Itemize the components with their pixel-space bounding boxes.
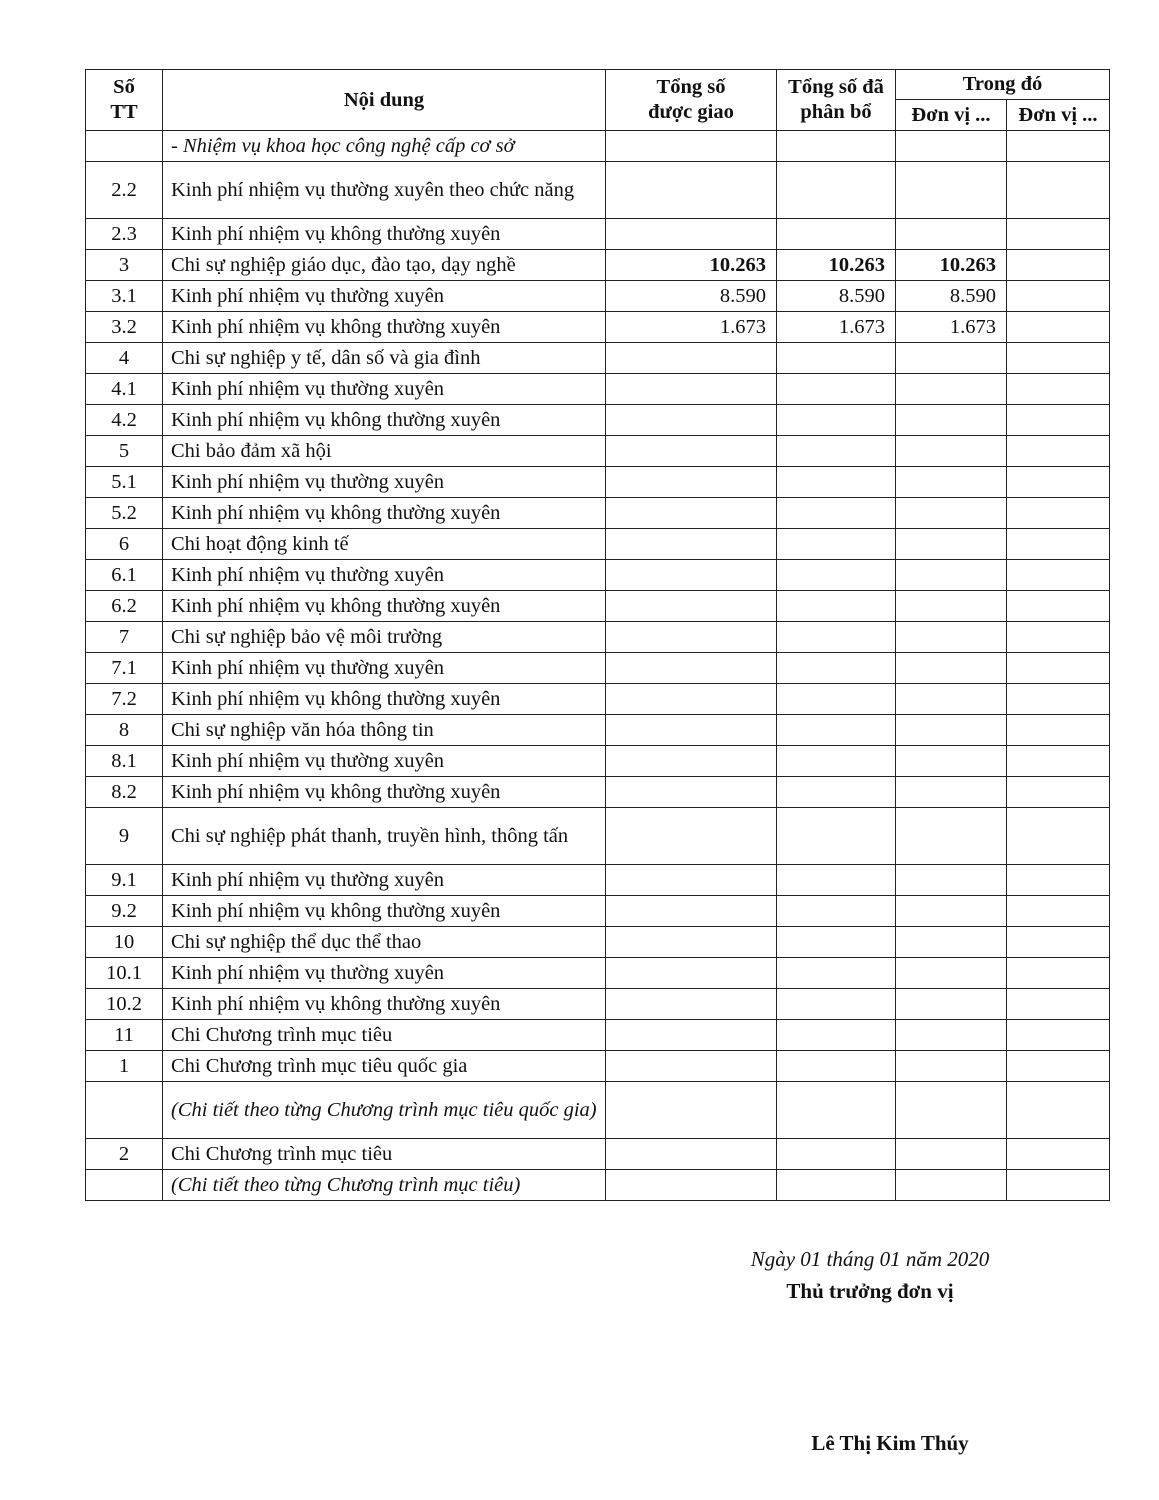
table-row <box>86 653 1110 684</box>
cell-stt: 2.3 <box>86 219 163 250</box>
header-unit-1: Đơn vị ... <box>896 100 1007 131</box>
cell-unit-1: 10.263 <box>896 250 1007 281</box>
cell-unit-2 <box>1007 560 1110 591</box>
cell-assigned <box>606 436 777 467</box>
table-row <box>86 777 1110 808</box>
cell-unit-1 <box>896 653 1007 684</box>
cell-content: Chi sự nghiệp phát thanh, truyền hình, thông tấn <box>163 808 606 865</box>
cell-assigned <box>606 865 777 896</box>
header-content: Nội dung <box>163 70 606 131</box>
cell-stt: 5 <box>86 436 163 467</box>
cell-allocated <box>777 467 896 498</box>
cell-unit-1: 1.673 <box>896 312 1007 343</box>
cell-content: (Chi tiết theo từng Chương trình mục tiêu quốc gia) <box>163 1082 606 1139</box>
cell-allocated <box>777 684 896 715</box>
cell-stt: 2.2 <box>86 162 163 219</box>
cell-unit-2 <box>1007 343 1110 374</box>
cell-content: Kinh phí nhiệm vụ không thường xuyên <box>163 684 606 715</box>
cell-stt: 3 <box>86 250 163 281</box>
cell-unit-2 <box>1007 746 1110 777</box>
cell-stt: 1 <box>86 1051 163 1082</box>
cell-stt: 9.2 <box>86 896 163 927</box>
table-row <box>86 927 1110 958</box>
signature-name: Lê Thị Kim Thúy <box>811 1431 969 1455</box>
cell-unit-1 <box>896 467 1007 498</box>
cell-allocated <box>777 896 896 927</box>
cell-content: Kinh phí nhiệm vụ không thường xuyên <box>163 777 606 808</box>
cell-stt: 4.1 <box>86 374 163 405</box>
cell-assigned <box>606 1051 777 1082</box>
table-row <box>86 989 1110 1020</box>
table-row <box>86 467 1110 498</box>
cell-assigned <box>606 374 777 405</box>
cell-unit-2 <box>1007 777 1110 808</box>
table-row <box>86 622 1110 653</box>
cell-unit-1 <box>896 989 1007 1020</box>
cell-unit-2 <box>1007 281 1110 312</box>
table-row <box>86 1020 1110 1051</box>
table-row <box>86 250 1110 281</box>
cell-assigned <box>606 1170 777 1201</box>
cell-unit-2 <box>1007 715 1110 746</box>
cell-stt: 10.2 <box>86 989 163 1020</box>
cell-unit-2 <box>1007 374 1110 405</box>
table-row <box>86 529 1110 560</box>
cell-content: Kinh phí nhiệm vụ không thường xuyên <box>163 312 606 343</box>
cell-content: Kinh phí nhiệm vụ thường xuyên <box>163 746 606 777</box>
cell-assigned: 8.590 <box>606 281 777 312</box>
cell-assigned <box>606 591 777 622</box>
cell-stt: 8 <box>86 715 163 746</box>
cell-content: Chi hoạt động kinh tế <box>163 529 606 560</box>
cell-allocated <box>777 162 896 219</box>
table-row <box>86 405 1110 436</box>
cell-unit-2 <box>1007 808 1110 865</box>
cell-assigned <box>606 162 777 219</box>
cell-assigned <box>606 498 777 529</box>
cell-unit-1 <box>896 622 1007 653</box>
cell-assigned <box>606 219 777 250</box>
cell-stt: 7.1 <box>86 653 163 684</box>
cell-content: Chi sự nghiệp y tế, dân số và gia đình <box>163 343 606 374</box>
cell-allocated <box>777 622 896 653</box>
cell-content: Kinh phí nhiệm vụ thường xuyên <box>163 560 606 591</box>
cell-unit-2 <box>1007 529 1110 560</box>
cell-stt: 5.2 <box>86 498 163 529</box>
cell-content: Kinh phí nhiệm vụ thường xuyên <box>163 958 606 989</box>
cell-unit-2 <box>1007 989 1110 1020</box>
cell-assigned: 1.673 <box>606 312 777 343</box>
cell-content: Chi Chương trình mục tiêu quốc gia <box>163 1051 606 1082</box>
cell-allocated <box>777 343 896 374</box>
cell-unit-1 <box>896 529 1007 560</box>
cell-unit-2 <box>1007 1082 1110 1139</box>
cell-stt: 9 <box>86 808 163 865</box>
cell-content: Kinh phí nhiệm vụ không thường xuyên <box>163 591 606 622</box>
cell-assigned <box>606 715 777 746</box>
cell-stt: 4.2 <box>86 405 163 436</box>
cell-unit-1 <box>896 1051 1007 1082</box>
cell-allocated <box>777 958 896 989</box>
cell-allocated <box>777 1051 896 1082</box>
cell-assigned: 10.263 <box>606 250 777 281</box>
cell-content: Kinh phí nhiệm vụ thường xuyên theo chức năng <box>163 162 606 219</box>
cell-assigned <box>606 343 777 374</box>
cell-unit-1 <box>896 436 1007 467</box>
cell-stt: 6.1 <box>86 560 163 591</box>
cell-content: Kinh phí nhiệm vụ không thường xuyên <box>163 405 606 436</box>
cell-assigned <box>606 1139 777 1170</box>
table-row <box>86 1051 1110 1082</box>
header-of-which: Trong đó <box>896 70 1110 100</box>
cell-allocated <box>777 591 896 622</box>
cell-assigned <box>606 1082 777 1139</box>
cell-content: Chi Chương trình mục tiêu <box>163 1139 606 1170</box>
cell-unit-2 <box>1007 1139 1110 1170</box>
header-assigned: Tổng số được giao <box>606 70 777 131</box>
cell-allocated <box>777 746 896 777</box>
cell-unit-2 <box>1007 250 1110 281</box>
cell-assigned <box>606 529 777 560</box>
table-row <box>86 312 1110 343</box>
cell-stt: 2 <box>86 1139 163 1170</box>
cell-stt: 11 <box>86 1020 163 1051</box>
cell-allocated <box>777 808 896 865</box>
cell-content: - Nhiệm vụ khoa học công nghệ cấp cơ sở <box>163 131 606 162</box>
cell-assigned <box>606 777 777 808</box>
cell-stt: 5.1 <box>86 467 163 498</box>
cell-stt: 7.2 <box>86 684 163 715</box>
cell-unit-1 <box>896 927 1007 958</box>
cell-content: Kinh phí nhiệm vụ không thường xuyên <box>163 989 606 1020</box>
cell-stt <box>86 1170 163 1201</box>
cell-content: Kinh phí nhiệm vụ không thường xuyên <box>163 498 606 529</box>
cell-unit-1 <box>896 219 1007 250</box>
cell-allocated: 1.673 <box>777 312 896 343</box>
cell-allocated: 8.590 <box>777 281 896 312</box>
cell-stt: 4 <box>86 343 163 374</box>
cell-allocated <box>777 715 896 746</box>
table-row <box>86 343 1110 374</box>
cell-content: Chi sự nghiệp văn hóa thông tin <box>163 715 606 746</box>
cell-unit-2 <box>1007 131 1110 162</box>
header-allocated: Tổng số đã phân bổ <box>777 70 896 131</box>
cell-unit-1 <box>896 1170 1007 1201</box>
cell-assigned <box>606 622 777 653</box>
cell-unit-2 <box>1007 405 1110 436</box>
cell-unit-1 <box>896 715 1007 746</box>
cell-stt: 8.2 <box>86 777 163 808</box>
cell-content: Kinh phí nhiệm vụ thường xuyên <box>163 467 606 498</box>
cell-allocated: 10.263 <box>777 250 896 281</box>
cell-unit-1 <box>896 777 1007 808</box>
cell-stt: 7 <box>86 622 163 653</box>
table-row <box>86 1082 1110 1139</box>
table-row <box>86 436 1110 467</box>
cell-unit-1 <box>896 131 1007 162</box>
cell-allocated <box>777 1139 896 1170</box>
table-row <box>86 865 1110 896</box>
cell-content: Chi sự nghiệp giáo dục, đào tạo, dạy nghề <box>163 250 606 281</box>
table-row <box>86 560 1110 591</box>
cell-unit-2 <box>1007 498 1110 529</box>
cell-content: Kinh phí nhiệm vụ thường xuyên <box>163 374 606 405</box>
cell-unit-2 <box>1007 622 1110 653</box>
cell-assigned <box>606 653 777 684</box>
cell-unit-1 <box>896 343 1007 374</box>
cell-stt: 9.1 <box>86 865 163 896</box>
cell-assigned <box>606 927 777 958</box>
cell-allocated <box>777 560 896 591</box>
cell-stt: 6.2 <box>86 591 163 622</box>
cell-content: Chi bảo đảm xã hội <box>163 436 606 467</box>
cell-content: Kinh phí nhiệm vụ không thường xuyên <box>163 219 606 250</box>
cell-assigned <box>606 560 777 591</box>
cell-content: (Chi tiết theo từng Chương trình mục tiêu) <box>163 1170 606 1201</box>
table-row <box>86 591 1110 622</box>
table-body <box>86 131 1110 1201</box>
table-row <box>86 131 1110 162</box>
cell-unit-2 <box>1007 219 1110 250</box>
cell-allocated <box>777 405 896 436</box>
cell-allocated <box>777 1020 896 1051</box>
cell-unit-2 <box>1007 684 1110 715</box>
cell-unit-2 <box>1007 896 1110 927</box>
cell-assigned <box>606 958 777 989</box>
cell-unit-1 <box>896 746 1007 777</box>
cell-unit-2 <box>1007 1170 1110 1201</box>
cell-unit-2 <box>1007 1051 1110 1082</box>
table-row <box>86 1170 1110 1201</box>
table-row <box>86 374 1110 405</box>
cell-unit-1 <box>896 1020 1007 1051</box>
cell-unit-1 <box>896 560 1007 591</box>
cell-allocated <box>777 131 896 162</box>
table-row <box>86 162 1110 219</box>
header-unit-2: Đơn vị ... <box>1007 100 1110 131</box>
table-row <box>86 715 1110 746</box>
cell-allocated <box>777 374 896 405</box>
cell-unit-2 <box>1007 958 1110 989</box>
cell-assigned <box>606 896 777 927</box>
cell-unit-2 <box>1007 927 1110 958</box>
cell-stt <box>86 1082 163 1139</box>
cell-unit-1 <box>896 808 1007 865</box>
cell-assigned <box>606 131 777 162</box>
table-row <box>86 281 1110 312</box>
cell-content: Kinh phí nhiệm vụ thường xuyên <box>163 281 606 312</box>
cell-stt: 10 <box>86 927 163 958</box>
table-row <box>86 808 1110 865</box>
cell-allocated <box>777 653 896 684</box>
cell-allocated <box>777 436 896 467</box>
cell-unit-1 <box>896 958 1007 989</box>
cell-stt: 10.1 <box>86 958 163 989</box>
cell-allocated <box>777 989 896 1020</box>
cell-content: Kinh phí nhiệm vụ không thường xuyên <box>163 896 606 927</box>
table-row <box>86 498 1110 529</box>
cell-unit-1 <box>896 374 1007 405</box>
cell-assigned <box>606 467 777 498</box>
table-row <box>86 958 1110 989</box>
cell-content: Chi sự nghiệp thể dục thể thao <box>163 927 606 958</box>
cell-allocated <box>777 777 896 808</box>
cell-unit-1 <box>896 591 1007 622</box>
cell-stt: 3.2 <box>86 312 163 343</box>
cell-allocated <box>777 865 896 896</box>
cell-allocated <box>777 529 896 560</box>
cell-unit-2 <box>1007 312 1110 343</box>
cell-stt: 8.1 <box>86 746 163 777</box>
cell-unit-2 <box>1007 467 1110 498</box>
cell-unit-2 <box>1007 865 1110 896</box>
cell-stt: 3.1 <box>86 281 163 312</box>
cell-unit-1 <box>896 162 1007 219</box>
table-row <box>86 1139 1110 1170</box>
cell-allocated <box>777 927 896 958</box>
cell-unit-1 <box>896 1139 1007 1170</box>
cell-unit-2 <box>1007 162 1110 219</box>
table-row <box>86 219 1110 250</box>
cell-unit-1 <box>896 896 1007 927</box>
cell-unit-1 <box>896 405 1007 436</box>
cell-unit-1 <box>896 684 1007 715</box>
cell-assigned <box>606 989 777 1020</box>
cell-stt: 6 <box>86 529 163 560</box>
cell-stt <box>86 131 163 162</box>
cell-assigned <box>606 684 777 715</box>
cell-assigned <box>606 746 777 777</box>
cell-unit-2 <box>1007 436 1110 467</box>
cell-content: Kinh phí nhiệm vụ thường xuyên <box>163 653 606 684</box>
cell-content: Chi sự nghiệp bảo vệ môi trường <box>163 622 606 653</box>
cell-allocated <box>777 1082 896 1139</box>
cell-content: Chi Chương trình mục tiêu <box>163 1020 606 1051</box>
signature-title: Thủ trưởng đơn vị <box>786 1279 954 1303</box>
cell-unit-1 <box>896 498 1007 529</box>
table-row <box>86 746 1110 777</box>
cell-unit-1 <box>896 1082 1007 1139</box>
cell-unit-2 <box>1007 1020 1110 1051</box>
cell-unit-2 <box>1007 653 1110 684</box>
cell-assigned <box>606 808 777 865</box>
cell-unit-1 <box>896 865 1007 896</box>
cell-unit-2 <box>1007 591 1110 622</box>
cell-allocated <box>777 219 896 250</box>
budget-table <box>85 69 1110 1201</box>
cell-assigned <box>606 1020 777 1051</box>
cell-content: Kinh phí nhiệm vụ thường xuyên <box>163 865 606 896</box>
cell-assigned <box>606 405 777 436</box>
signature-date: Ngày 01 tháng 01 năm 2020 <box>750 1247 990 1271</box>
header-stt: Số TT <box>86 70 163 131</box>
table-row <box>86 896 1110 927</box>
table-row <box>86 684 1110 715</box>
cell-unit-1: 8.590 <box>896 281 1007 312</box>
cell-allocated <box>777 1170 896 1201</box>
cell-allocated <box>777 498 896 529</box>
